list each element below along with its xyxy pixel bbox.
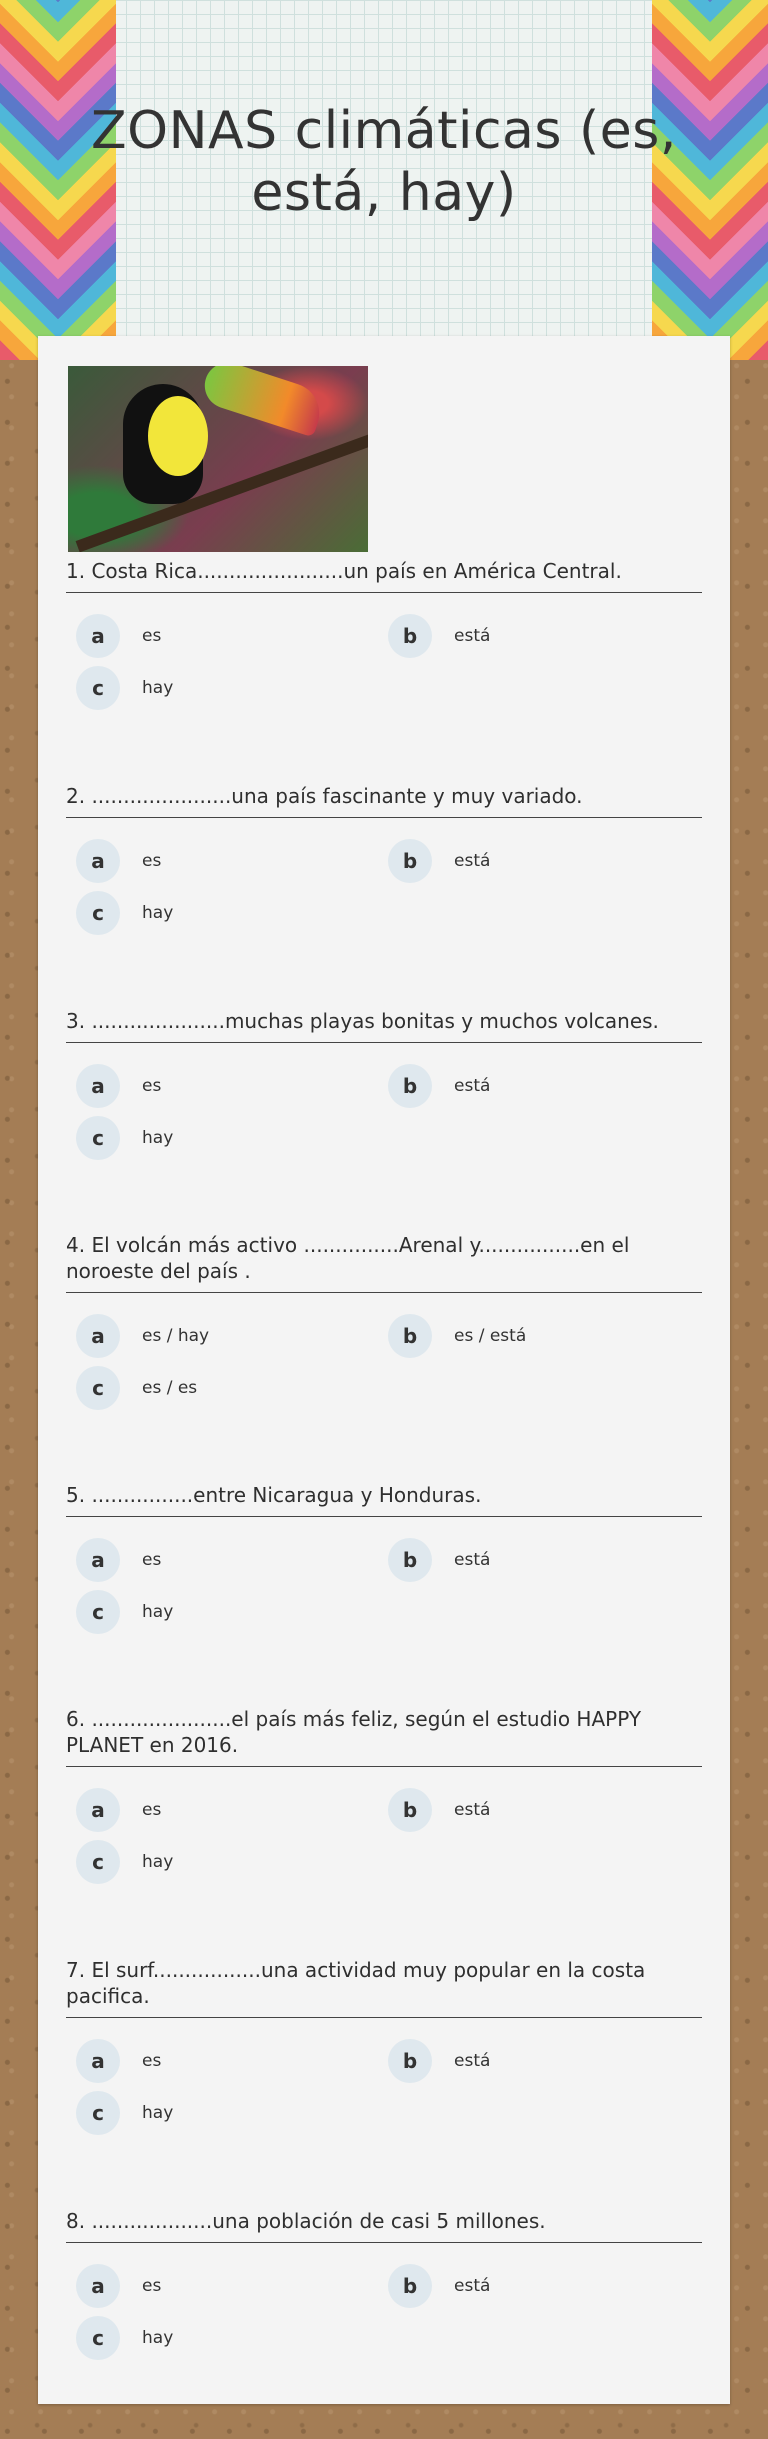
option-key-badge: c: [76, 1366, 120, 1410]
option-key-badge: a: [76, 1314, 120, 1358]
question-text: 4. El volcán más activo ...............Arenal y................en el noroeste del país .: [66, 1232, 702, 1293]
option-label: hay: [142, 2103, 174, 2123]
option-label: es / es: [142, 1378, 198, 1398]
option-label: es / está: [454, 1326, 527, 1346]
option-a[interactable]: [76, 1538, 161, 1582]
option-label: está: [454, 1800, 491, 1820]
option-label: es: [142, 1800, 162, 1820]
option-key-badge: b: [388, 1788, 432, 1832]
option-label: es: [142, 1076, 162, 1096]
option-c[interactable]: [76, 666, 173, 710]
question-8: [66, 2208, 702, 2350]
option-b[interactable]: [388, 1064, 490, 1108]
option-label: hay: [142, 678, 174, 698]
question-text: 3. .....................muchas playas bonitas y muchos volcanes.: [66, 1008, 702, 1043]
question-text: 5. ................entre Nicaragua y Honduras.: [66, 1482, 702, 1517]
question-2: [66, 783, 702, 925]
toucan-image: [68, 366, 368, 552]
page-header: [0, 0, 768, 360]
option-b[interactable]: [388, 839, 490, 883]
option-key-badge: a: [76, 839, 120, 883]
option-key-badge: a: [76, 1064, 120, 1108]
option-label: está: [454, 1076, 491, 1096]
option-c[interactable]: [76, 1366, 197, 1410]
question-4: [66, 1232, 702, 1400]
option-c[interactable]: [76, 2316, 173, 2360]
option-b[interactable]: [388, 1788, 490, 1832]
option-key-badge: c: [76, 1116, 120, 1160]
option-key-badge: c: [76, 1840, 120, 1884]
option-c[interactable]: [76, 2091, 173, 2135]
option-key-badge: b: [388, 839, 432, 883]
option-label: hay: [142, 903, 174, 923]
option-key-badge: b: [388, 614, 432, 658]
option-a[interactable]: [76, 839, 161, 883]
option-key-badge: a: [76, 1788, 120, 1832]
question-1: [66, 558, 702, 700]
option-key-badge: b: [388, 2264, 432, 2308]
option-b[interactable]: [388, 1314, 526, 1358]
option-label: es: [142, 851, 162, 871]
option-key-badge: c: [76, 2316, 120, 2360]
page-title: ZONAS climáticas (es, está, hay): [91, 101, 677, 223]
question-3: [66, 1008, 702, 1150]
option-b[interactable]: [388, 2264, 490, 2308]
option-key-badge: a: [76, 2264, 120, 2308]
option-key-badge: a: [76, 1538, 120, 1582]
option-b[interactable]: [388, 614, 490, 658]
option-key-badge: a: [76, 2039, 120, 2083]
option-label: es: [142, 1550, 162, 1570]
option-label: es: [142, 2051, 162, 2071]
option-key-badge: b: [388, 1314, 432, 1358]
option-label: está: [454, 626, 491, 646]
option-key-badge: c: [76, 2091, 120, 2135]
option-label: es / hay: [142, 1326, 210, 1346]
option-key-badge: c: [76, 891, 120, 935]
option-c[interactable]: [76, 1116, 173, 1160]
option-a[interactable]: [76, 2264, 161, 2308]
option-a[interactable]: [76, 1788, 161, 1832]
option-key-badge: b: [388, 2039, 432, 2083]
option-b[interactable]: [388, 2039, 490, 2083]
option-b[interactable]: [388, 1538, 490, 1582]
option-a[interactable]: [76, 614, 161, 658]
option-label: es: [142, 626, 162, 646]
option-label: está: [454, 2051, 491, 2071]
option-c[interactable]: [76, 891, 173, 935]
option-label: está: [454, 2276, 491, 2296]
option-key-badge: b: [388, 1538, 432, 1582]
option-label: hay: [142, 1128, 174, 1148]
option-label: hay: [142, 1602, 174, 1622]
option-key-badge: b: [388, 1064, 432, 1108]
question-7: [66, 1957, 702, 2125]
option-a[interactable]: [76, 2039, 161, 2083]
option-key-badge: a: [76, 614, 120, 658]
option-c[interactable]: [76, 1840, 173, 1884]
question-6: [66, 1706, 702, 1874]
quiz-card: [38, 336, 730, 2404]
option-label: hay: [142, 2328, 174, 2348]
option-label: está: [454, 851, 491, 871]
option-a[interactable]: [76, 1314, 209, 1358]
question-5: [66, 1482, 702, 1624]
option-key-badge: c: [76, 1590, 120, 1634]
question-text: 2. ......................una país fascinante y muy variado.: [66, 783, 702, 818]
question-text: 1. Costa Rica.......................un país en América Central.: [66, 558, 702, 593]
question-text: 8. ...................una población de casi 5 millones.: [66, 2208, 702, 2243]
option-label: es: [142, 2276, 162, 2296]
question-text: 7. El surf.................una actividad muy popular en la costa pacifica.: [66, 1957, 702, 2018]
question-text: 6. ......................el país más feliz, según el estudio HAPPY PLANET en 2016.: [66, 1706, 702, 1767]
option-a[interactable]: [76, 1064, 161, 1108]
option-label: hay: [142, 1852, 174, 1872]
option-c[interactable]: [76, 1590, 173, 1634]
option-label: está: [454, 1550, 491, 1570]
option-key-badge: c: [76, 666, 120, 710]
